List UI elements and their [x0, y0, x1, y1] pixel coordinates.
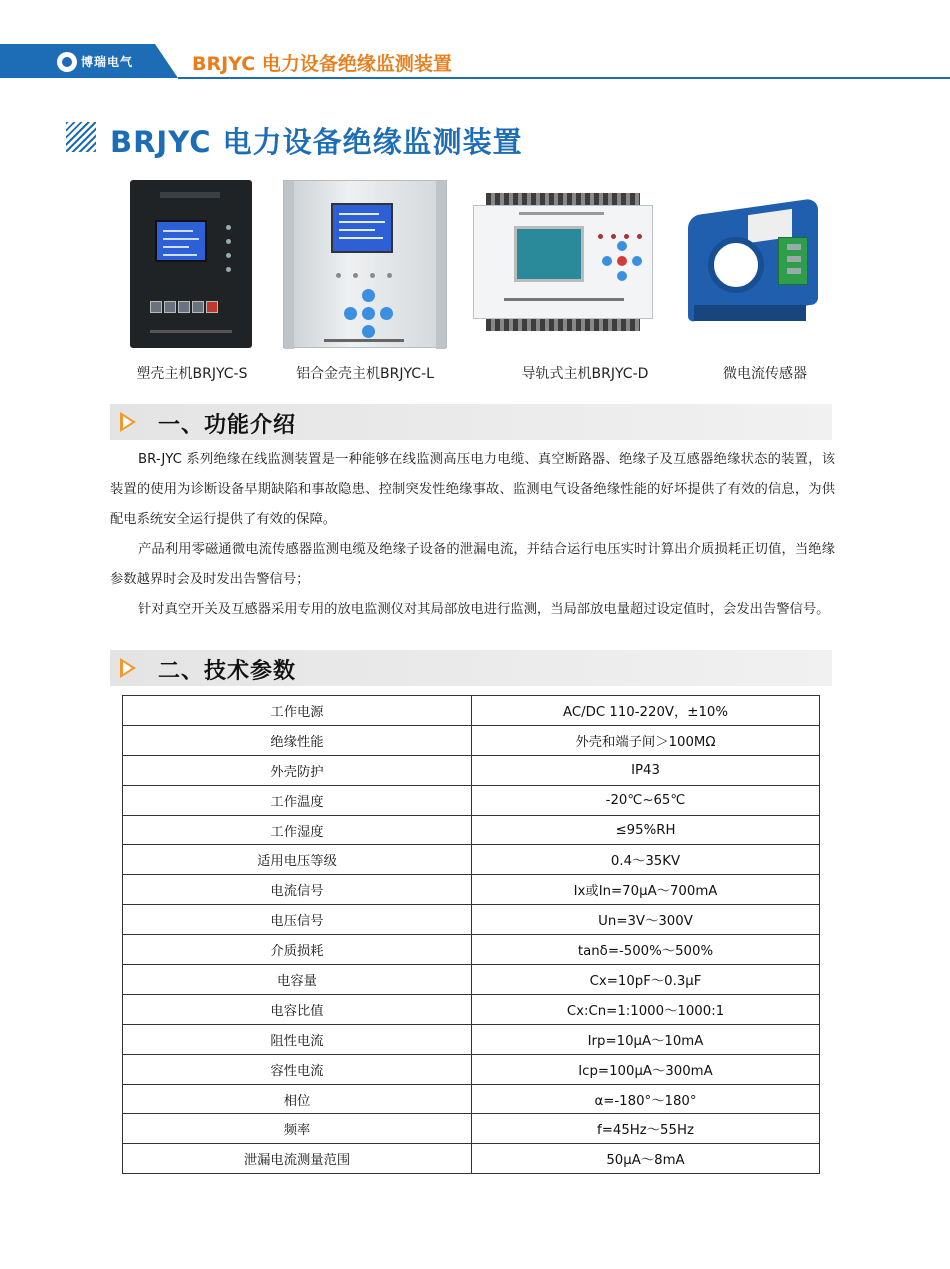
- spec-value-cell: α=-180°～180°: [472, 1084, 820, 1114]
- product-s-caption: 塑壳主机BRJYC-S: [136, 366, 248, 382]
- product-d-image: [468, 193, 658, 333]
- header-title: BRJYC 电力设备绝缘监测装置: [192, 53, 452, 75]
- table-row: [123, 1024, 820, 1054]
- spec-value-cell: tanδ=-500%～500%: [472, 935, 820, 965]
- spec-name-cell: 泄漏电流测量范围: [123, 1144, 472, 1174]
- spec-name-cell: 绝缘性能: [123, 725, 472, 755]
- table-row: [123, 875, 820, 905]
- section-spec-title: 二、技术参数: [158, 659, 297, 684]
- function-paragraph-1: BR-JYC 系列绝缘在线监测装置是一种能够在线监测高压电力电缆、真空断路器、绝缘子及互感器绝缘状态的装置，该装置的使用为诊断设备早期缺陷和事故隐患、控制突发性绝缘事故、监测电气设备绝缘性能的好坏提供了有效的信息，为供配电系统安全运行提供了有效的保障。: [110, 452, 835, 527]
- spec-name-cell: 适用电压等级: [123, 845, 472, 875]
- spec-value-cell: 外壳和端子间＞100MΩ: [472, 725, 820, 755]
- spec-name-cell: 介质损耗: [123, 935, 472, 965]
- section-function-header: [110, 404, 832, 440]
- table-row: [123, 1114, 820, 1144]
- table-row: [123, 935, 820, 965]
- table-row: [123, 725, 820, 755]
- page-header: [0, 44, 950, 78]
- spec-value-cell: f=45Hz～55Hz: [472, 1114, 820, 1144]
- hatch-decoration-icon: [66, 122, 96, 152]
- table-row: [123, 696, 820, 726]
- brand-name: 博瑞电气: [81, 55, 134, 69]
- table-row: [123, 755, 820, 785]
- spec-name-cell: 电压信号: [123, 905, 472, 935]
- table-row: [123, 815, 820, 845]
- page-title: BRJYC 电力设备绝缘监测装置: [110, 125, 523, 159]
- spec-name-cell: 工作湿度: [123, 815, 472, 845]
- section-arrow-icon: [120, 658, 136, 678]
- section-arrow-icon: [120, 412, 136, 432]
- spec-value-cell: 50μA～8mA: [472, 1144, 820, 1174]
- spec-table: [122, 695, 820, 1174]
- spec-value-cell: Ix或In=70μA～700mA: [472, 875, 820, 905]
- spec-value-cell: 0.4～35KV: [472, 845, 820, 875]
- spec-name-cell: 电容比值: [123, 994, 472, 1024]
- spec-name-cell: 电容量: [123, 965, 472, 995]
- spec-value-cell: Icp=100μA～300mA: [472, 1054, 820, 1084]
- product-s-image: [130, 180, 252, 348]
- brand-logo-icon: [57, 52, 77, 72]
- spec-value-cell: IP43: [472, 755, 820, 785]
- section-function-title: 一、功能介绍: [158, 413, 297, 438]
- table-row: [123, 845, 820, 875]
- spec-name-cell: 阻性电流: [123, 1024, 472, 1054]
- spec-value-cell: -20℃~65℃: [472, 785, 820, 815]
- table-row: [123, 905, 820, 935]
- table-row: [123, 965, 820, 995]
- spec-value-cell: ≤95%RH: [472, 815, 820, 845]
- spec-name-cell: 外壳防护: [123, 755, 472, 785]
- spec-name-cell: 容性电流: [123, 1054, 472, 1084]
- spec-name-cell: 频率: [123, 1114, 472, 1144]
- table-row: [123, 1054, 820, 1084]
- table-row: [123, 785, 820, 815]
- table-row: [123, 1084, 820, 1114]
- function-paragraph-2: 产品利用零磁通微电流传感器监测电缆及绝缘子设备的泄漏电流，并结合运行电压实时计算出介质损耗正切值，当绝缘参数越界时会及时发出告警信号；: [110, 542, 835, 587]
- spec-name-cell: 电流信号: [123, 875, 472, 905]
- spec-value-cell: Irp=10μA～10mA: [472, 1024, 820, 1054]
- spec-value-cell: Un=3V～300V: [472, 905, 820, 935]
- spec-name-cell: 相位: [123, 1084, 472, 1114]
- table-row: [123, 1144, 820, 1174]
- section-spec-header: [110, 650, 832, 686]
- spec-name-cell: 工作温度: [123, 785, 472, 815]
- product-gallery: [0, 175, 950, 385]
- product-l-image: [283, 180, 447, 348]
- header-rule: [178, 77, 950, 79]
- table-row: [123, 994, 820, 1024]
- product-sensor-image: [688, 187, 838, 337]
- spec-value-cell: Cx=10pF～0.3μF: [472, 965, 820, 995]
- function-paragraph-3: 针对真空开关及互感器采用专用的放电监测仪对其局部放电进行监测，当局部放电量超过设定值时，会发出告警信号。: [138, 602, 830, 617]
- product-sensor-caption: 微电流传感器: [723, 366, 807, 382]
- spec-name-cell: 工作电源: [123, 696, 472, 726]
- product-l-caption: 铝合金壳主机BRJYC-L: [296, 366, 434, 382]
- product-d-caption: 导轨式主机BRJYC-D: [521, 366, 649, 382]
- spec-value-cell: AC/DC 110-220V，±10%: [472, 696, 820, 726]
- spec-value-cell: Cx:Cn=1:1000～1000:1: [472, 994, 820, 1024]
